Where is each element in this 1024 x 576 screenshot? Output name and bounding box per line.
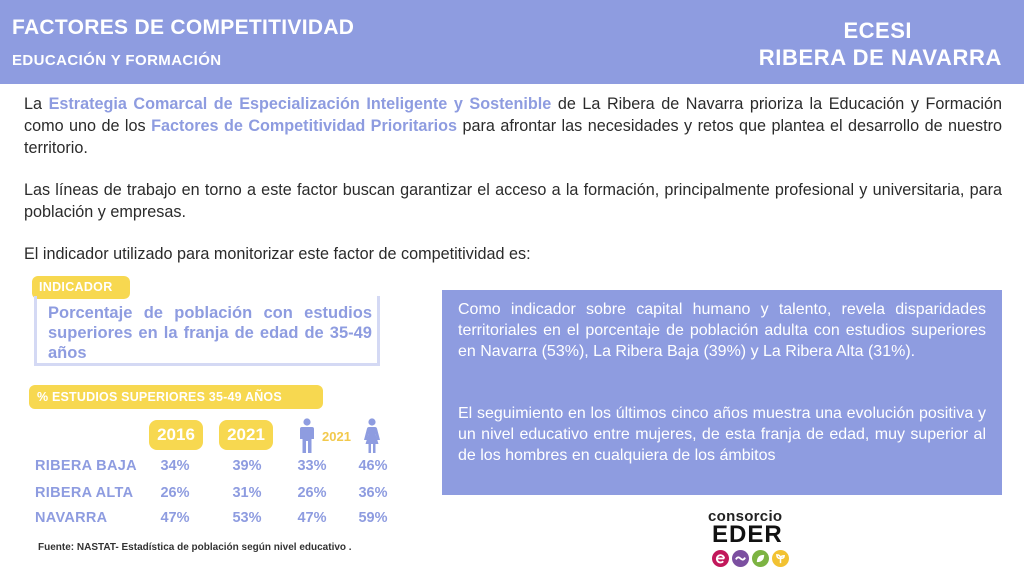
cell-ribera-alta-male: 26% bbox=[297, 485, 327, 501]
intro-paragraph-1 bbox=[24, 93, 1002, 159]
year-2016-header: 2016 bbox=[149, 420, 203, 450]
header-right-line2: RIBERA DE NAVARRA bbox=[758, 45, 1002, 70]
cell-ribera-alta-2016: 26% bbox=[160, 485, 190, 501]
cell-ribera-baja-2021: 39% bbox=[232, 458, 262, 474]
logo-leaf-icon bbox=[752, 550, 769, 567]
row-label-ribera-baja: RIBERA BAJA bbox=[35, 458, 137, 474]
cell-ribera-baja-male: 33% bbox=[297, 458, 327, 474]
cell-navarra-2016: 47% bbox=[160, 510, 190, 526]
indicator-text: Porcentaje de población con estudios superiores en la franja de edad de 35-49 años bbox=[48, 304, 372, 362]
man-icon bbox=[299, 418, 315, 459]
row-label-navarra: NAVARRA bbox=[35, 510, 108, 526]
logo-eder-text: EDER bbox=[712, 521, 783, 548]
intro-text-a: La bbox=[24, 95, 49, 113]
gender-year-label: 2021 bbox=[322, 429, 351, 444]
cell-ribera-baja-female: 46% bbox=[358, 458, 388, 474]
cell-ribera-alta-female: 36% bbox=[358, 485, 388, 501]
woman-icon bbox=[363, 418, 381, 459]
intro-text-c: para afrontar las necesidades y retos que plantea el desarrollo de nuestro territorio. bbox=[24, 117, 1003, 157]
info-paragraph-1: Como indicador sobre capital humano y talento, revela disparidades territoriales en el porcentaje de población adulta con estudios superiores en Navarra (53%), La Ribera Baja (39%) y La Ribera Alta (31%). bbox=[458, 301, 986, 360]
row-label-ribera-alta: RIBERA ALTA bbox=[35, 485, 134, 501]
page-title: FACTORES DE COMPETITIVIDAD bbox=[12, 16, 355, 39]
table-title: % ESTUDIOS SUPERIORES 35-49 AÑOS bbox=[29, 385, 323, 409]
header-banner bbox=[0, 0, 1024, 84]
logo-icons bbox=[712, 550, 789, 567]
page-subtitle: EDUCACIÓN Y FORMACIÓN bbox=[12, 52, 222, 69]
intro-highlight-factors: Factores de Competitividad Prioritarios bbox=[151, 117, 458, 135]
intro-paragraph-2: Las líneas de trabajo en torno a este factor buscan garantizar el acceso a la formación, principalmente profesional y universitaria, para población y empresas. bbox=[24, 181, 1002, 221]
source-note: Fuente: NASTAT- Estadística de población según nivel educativo . bbox=[38, 542, 352, 553]
info-paragraph-2: El seguimiento en los últimos cinco años muestra una evolución positiva y un nivel educativo entre mujeres, de esta franja de edad, muy superior al de los hombres en cualquiera de los ámbitos bbox=[458, 405, 986, 464]
intro-paragraph-3: El indicador utilizado para monitorizar este factor de competitividad es: bbox=[24, 245, 531, 263]
logo-e-icon bbox=[712, 550, 729, 567]
cell-ribera-alta-2021: 31% bbox=[232, 485, 262, 501]
cell-navarra-2021: 53% bbox=[232, 510, 262, 526]
cell-ribera-baja-2016: 34% bbox=[160, 458, 190, 474]
logo-consorcio-text: consorcio bbox=[708, 508, 783, 525]
intro-text-b: de La Ribera de Navarra prioriza la Educación y Formación como uno de los bbox=[24, 95, 1002, 135]
header-right-line1: ECESI bbox=[843, 18, 912, 43]
cell-navarra-male: 47% bbox=[297, 510, 327, 526]
logo-sprout-icon bbox=[772, 550, 789, 567]
intro-highlight-strategy: Estrategia Comarcal de Especialización Inteligente y Sostenible bbox=[48, 95, 552, 113]
logo-wave-icon bbox=[732, 550, 749, 567]
indicator-label: INDICADOR bbox=[32, 276, 130, 299]
year-2021-header: 2021 bbox=[219, 420, 273, 450]
cell-navarra-female: 59% bbox=[358, 510, 388, 526]
